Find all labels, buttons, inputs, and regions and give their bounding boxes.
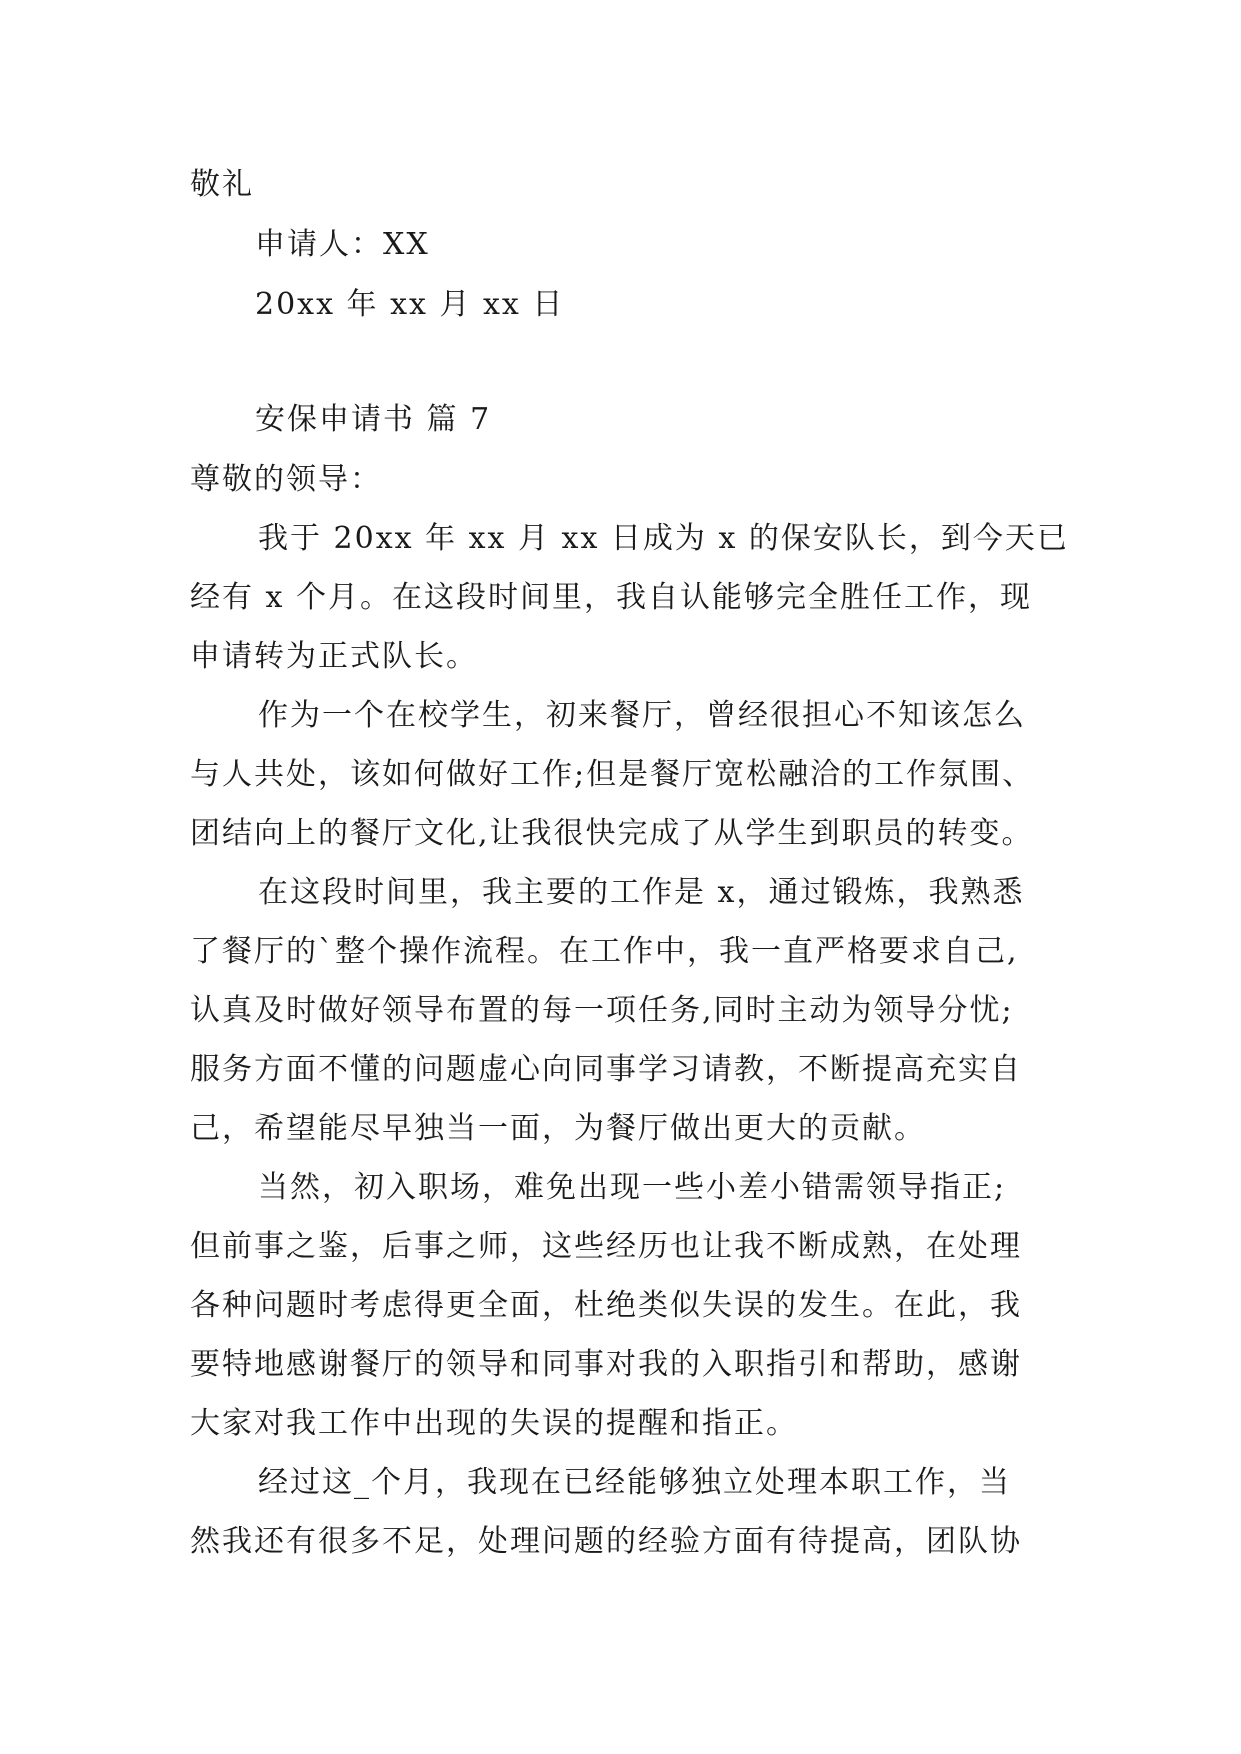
body-line-10: 服务方面不懂的问题虚心向同事学习请教，不断提高充实自 (190, 1052, 1022, 1087)
applicant-line: 申请人：XX (255, 227, 430, 262)
body-line-5: 与人共处，该如何做好工作;但是餐厅宽松融洽的工作氛围、 (190, 757, 1035, 792)
body-line-11: 己，希望能尽早独当一面，为餐厅做出更大的贡献。 (190, 1111, 926, 1146)
body-line-8: 了餐厅的`整个操作流程。在工作中，我一直严格要求自己, (190, 934, 1019, 969)
date-line: 20xx 年 xx 月 xx 日 (255, 287, 565, 322)
body-line-3: 申请转为正式队长。 (190, 639, 478, 674)
body-line-4: 作为一个在校学生，初来餐厅，曾经很担心不知该怎么 (258, 698, 1026, 733)
body-line-17: 经过这_个月，我现在已经能够独立处理本职工作，当 (258, 1465, 1011, 1500)
body-line-9: 认真及时做好领导布置的每一项任务,同时主动为领导分忧; (190, 993, 1014, 1028)
body-line-14: 各种问题时考虑得更全面，杜绝类似失误的发生。在此，我 (190, 1288, 1022, 1323)
body-line-1: 我于 20xx 年 xx 月 xx 日成为 x 的保安队长，到今天已 (258, 521, 1069, 556)
body-line-2: 经有 x 个月。在这段时间里，我自认能够完全胜任工作，现 (190, 580, 1032, 615)
body-line-12: 当然，初入职场，难免出现一些小差小错需领导指正; (258, 1170, 1007, 1205)
body-line-16: 大家对我工作中出现的失误的提醒和指正。 (190, 1406, 798, 1441)
body-line-6: 团结向上的餐厅文化,让我很快完成了从学生到职员的转变。 (190, 816, 1034, 851)
body-line-7: 在这段时间里，我主要的工作是 x，通过锻炼，我熟悉 (258, 875, 1025, 910)
body-line-18: 然我还有很多不足，处理问题的经验方面有待提高，团队协 (190, 1524, 1022, 1559)
body-line-15: 要特地感谢餐厅的领导和同事对我的入职指引和帮助，感谢 (190, 1347, 1022, 1382)
body-line-13: 但前事之鉴，后事之师，这些经历也让我不断成熟，在处理 (190, 1229, 1022, 1264)
closing-salute: 敬礼 (190, 167, 254, 202)
greeting: 尊敬的领导： (190, 462, 382, 497)
section-title: 安保申请书 篇 7 (255, 402, 492, 437)
